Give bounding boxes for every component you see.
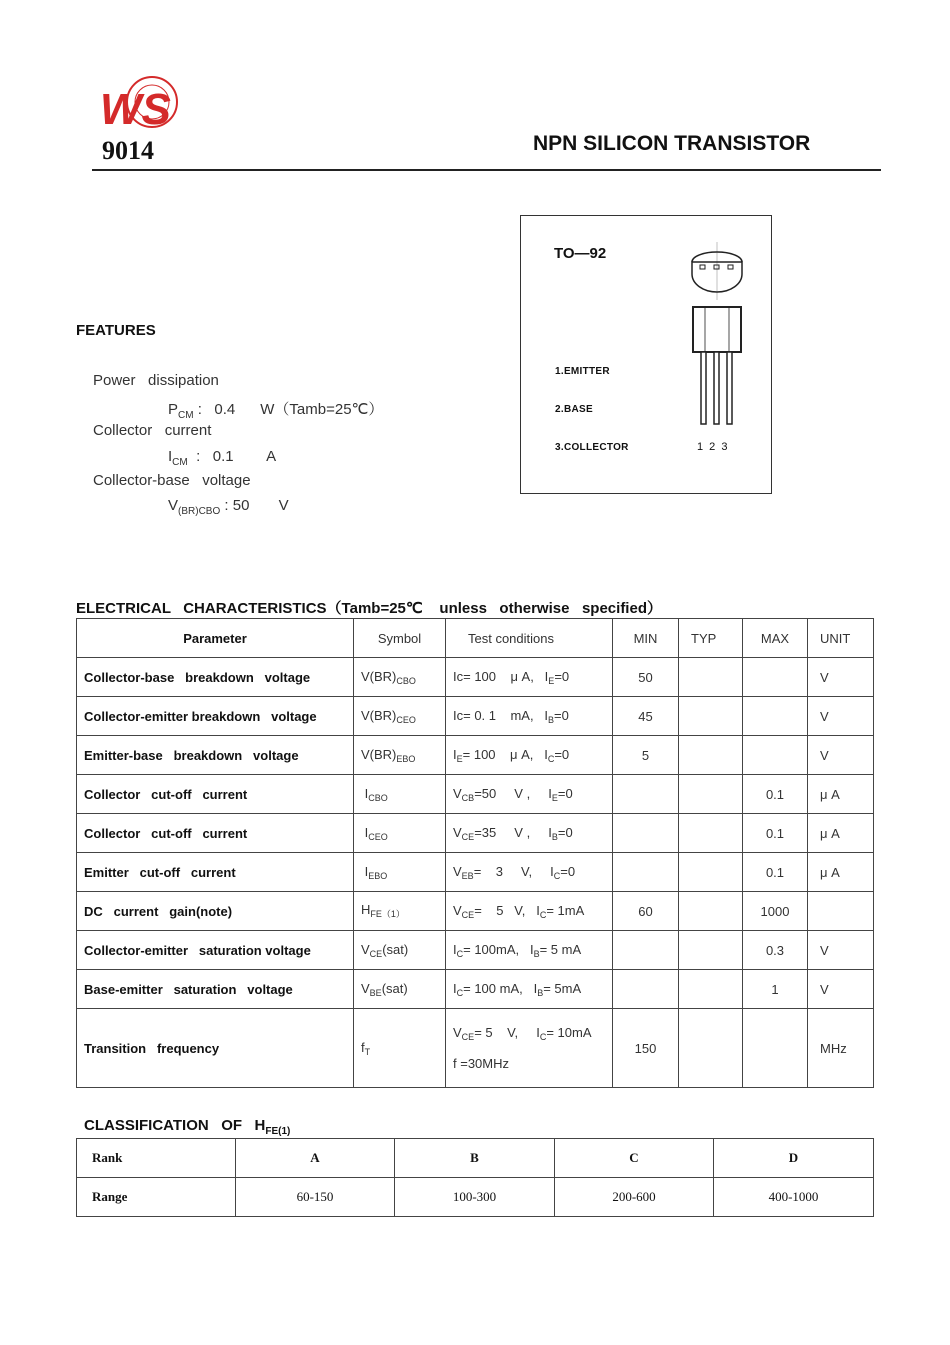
feature-pcm: $P_{CM}$ : 0.4 W（Tamb=25℃） [168, 401, 384, 421]
min-cell [613, 853, 679, 892]
max-cell [743, 697, 808, 736]
header-test-conditions: Test conditions [446, 619, 613, 658]
max-cell [743, 1009, 808, 1088]
logo-text: WS [100, 85, 171, 134]
rank-cell: C [555, 1139, 714, 1178]
conditions-line: $I_C= 100mA$, $I_B= 5$ mA [453, 941, 582, 959]
header-divider [92, 169, 881, 171]
to92-package-drawing [682, 240, 754, 430]
conditions-line: f =30MHz [453, 1056, 509, 1071]
max-cell: 1000 [743, 892, 808, 931]
unit-cell: V [808, 697, 874, 736]
classification-range-row [77, 1178, 874, 1217]
symbol-cell: $V(BR)_{CBO}$ [354, 658, 446, 697]
max-cell: 0.1 [743, 775, 808, 814]
min-cell: 45 [613, 697, 679, 736]
symbol-cell: $V_{CE}(sat)$ [354, 931, 446, 970]
range-cell: 200-600 [555, 1178, 714, 1217]
conditions-cell [446, 970, 613, 1009]
min-cell: 5 [613, 736, 679, 775]
conditions-line: Ic= 100 μ A, $I_E=0$ [453, 668, 570, 686]
ws-logo [98, 72, 182, 138]
param-cell: Collector-emitter saturation voltage [77, 931, 354, 970]
conditions-cell [446, 931, 613, 970]
param-cell: Collector-base breakdown voltage [77, 658, 354, 697]
pin-numbers: 1 2 3 [697, 441, 728, 453]
param-cell: Emitter-base breakdown voltage [77, 736, 354, 775]
classification-title: CLASSIFICATION OF $H_{FE(1)}$ [84, 1117, 291, 1137]
rank-cell: B [395, 1139, 555, 1178]
header-parameter: Parameter [77, 619, 354, 658]
typ-cell [679, 775, 743, 814]
unit-cell: V [808, 658, 874, 697]
header-typ: TYP [679, 619, 743, 658]
table-row [77, 970, 874, 1009]
max-cell: 0.1 [743, 853, 808, 892]
conditions-cell [446, 658, 613, 697]
typ-cell [679, 697, 743, 736]
typ-cell [679, 1009, 743, 1088]
unit-cell: V [808, 970, 874, 1009]
typ-cell [679, 892, 743, 931]
max-cell: 1 [743, 970, 808, 1009]
max-cell [743, 658, 808, 697]
symbol-cell: $H_{FE(1)}$ [354, 892, 446, 931]
typ-cell [679, 853, 743, 892]
param-cell: Transition frequency [77, 1009, 354, 1088]
min-cell [613, 814, 679, 853]
max-cell: 0.1 [743, 814, 808, 853]
min-cell [613, 931, 679, 970]
header-max: MAX [743, 619, 808, 658]
electrical-title: ELECTRICAL CHARACTERISTICS（Tamb=25℃ unless otherwise specified） [76, 600, 662, 617]
conditions-cell [446, 1009, 613, 1088]
rank-label: Rank [77, 1139, 236, 1178]
conditions-cell [446, 892, 613, 931]
typ-cell [679, 658, 743, 697]
features-title: FEATURES [76, 322, 156, 339]
typ-cell [679, 814, 743, 853]
param-cell: Collector cut-off current [77, 775, 354, 814]
table-header-row [77, 619, 874, 658]
typ-cell [679, 931, 743, 970]
symbol-cell: $I_{CEO}$ [354, 814, 446, 853]
unit-cell: V [808, 931, 874, 970]
feature-collector-label: Collector current [93, 422, 212, 439]
document-title: NPN SILICON TRANSISTOR [533, 132, 811, 155]
table-row [77, 736, 874, 775]
param-cell: Collector-emitter breakdown voltage [77, 697, 354, 736]
table-row [77, 931, 874, 970]
table-row [77, 814, 874, 853]
unit-cell: μ A [808, 814, 874, 853]
param-cell: DC current gain(note) [77, 892, 354, 931]
max-cell [743, 736, 808, 775]
conditions-line: $V_{EB}=$ 3 V, $I_C=0$ [453, 863, 576, 881]
min-cell [613, 775, 679, 814]
symbol-cell: $V(BR)_{CEO}$ [354, 697, 446, 736]
unit-cell: μ A [808, 775, 874, 814]
range-label: Range [77, 1178, 236, 1217]
param-cell: Base-emitter saturation voltage [77, 970, 354, 1009]
conditions-line: $V_{CE}= 5$ V, $I_C= 10mA$ [453, 1025, 592, 1042]
pin-label-collector: 3.COLLECTOR [555, 442, 629, 453]
min-cell: 60 [613, 892, 679, 931]
min-cell [613, 970, 679, 1009]
conditions-line: $V_{CB}=50$ V , $I_E=0$ [453, 785, 573, 803]
symbol-cell: $V(BR)_{EBO}$ [354, 736, 446, 775]
unit-cell [808, 892, 874, 931]
feature-vbr: $V_{(BR)CBO}$ : 50 V [168, 497, 289, 517]
conditions-cell [446, 736, 613, 775]
header-unit: UNIT [808, 619, 874, 658]
feature-icm: $I_{CM}$ : 0.1 A [168, 448, 277, 468]
unit-cell: MHz [808, 1009, 874, 1088]
electrical-table [76, 618, 874, 1088]
range-cell: 60-150 [236, 1178, 395, 1217]
conditions-cell [446, 853, 613, 892]
typ-cell [679, 736, 743, 775]
rank-cell: A [236, 1139, 395, 1178]
classification-table [76, 1138, 874, 1217]
symbol-cell: $I_{CBO}$ [354, 775, 446, 814]
table-row [77, 775, 874, 814]
param-cell: Collector cut-off current [77, 814, 354, 853]
symbol-cell: $V_{BE}(sat)$ [354, 970, 446, 1009]
conditions-line: $V_{CE}=35$ V , $I_B=0$ [453, 824, 573, 842]
unit-cell: μ A [808, 853, 874, 892]
conditions-cell [446, 814, 613, 853]
table-row [77, 853, 874, 892]
conditions-cell [446, 697, 613, 736]
min-cell: 50 [613, 658, 679, 697]
feature-cbv-label: Collector-base voltage [93, 472, 251, 489]
feature-power-label: Power dissipation [93, 372, 219, 389]
conditions-cell [446, 775, 613, 814]
pin-label-emitter: 1.EMITTER [555, 366, 610, 377]
part-number: 9014 [102, 136, 154, 165]
package-name: TO—92 [554, 245, 607, 262]
conditions-line: $I_C= 100$ mA, $I_B= 5mA$ [453, 980, 582, 998]
unit-cell: V [808, 736, 874, 775]
header-symbol: Symbol [354, 619, 446, 658]
symbol-cell: $I_{EBO}$ [354, 853, 446, 892]
range-cell: 100-300 [395, 1178, 555, 1217]
table-row [77, 1009, 874, 1088]
table-row [77, 697, 874, 736]
symbol-cell: $f_T$ [354, 1009, 446, 1088]
min-cell: 150 [613, 1009, 679, 1088]
param-cell: Emitter cut-off current [77, 853, 354, 892]
conditions-line: $V_{CE}=$ 5 V, $I_C= 1mA$ [453, 902, 585, 920]
typ-cell [679, 970, 743, 1009]
classification-rank-row [77, 1139, 874, 1178]
pin-label-base: 2.BASE [555, 404, 593, 415]
conditions-line: Ic= 0. 1 mA, $I_B=0$ [453, 707, 569, 725]
max-cell: 0.3 [743, 931, 808, 970]
header-min: MIN [613, 619, 679, 658]
rank-cell: D [714, 1139, 874, 1178]
range-cell: 400-1000 [714, 1178, 874, 1217]
conditions-line: $I_E= 100$ μ A, $I_C=0$ [453, 746, 570, 764]
table-row [77, 892, 874, 931]
table-row [77, 658, 874, 697]
